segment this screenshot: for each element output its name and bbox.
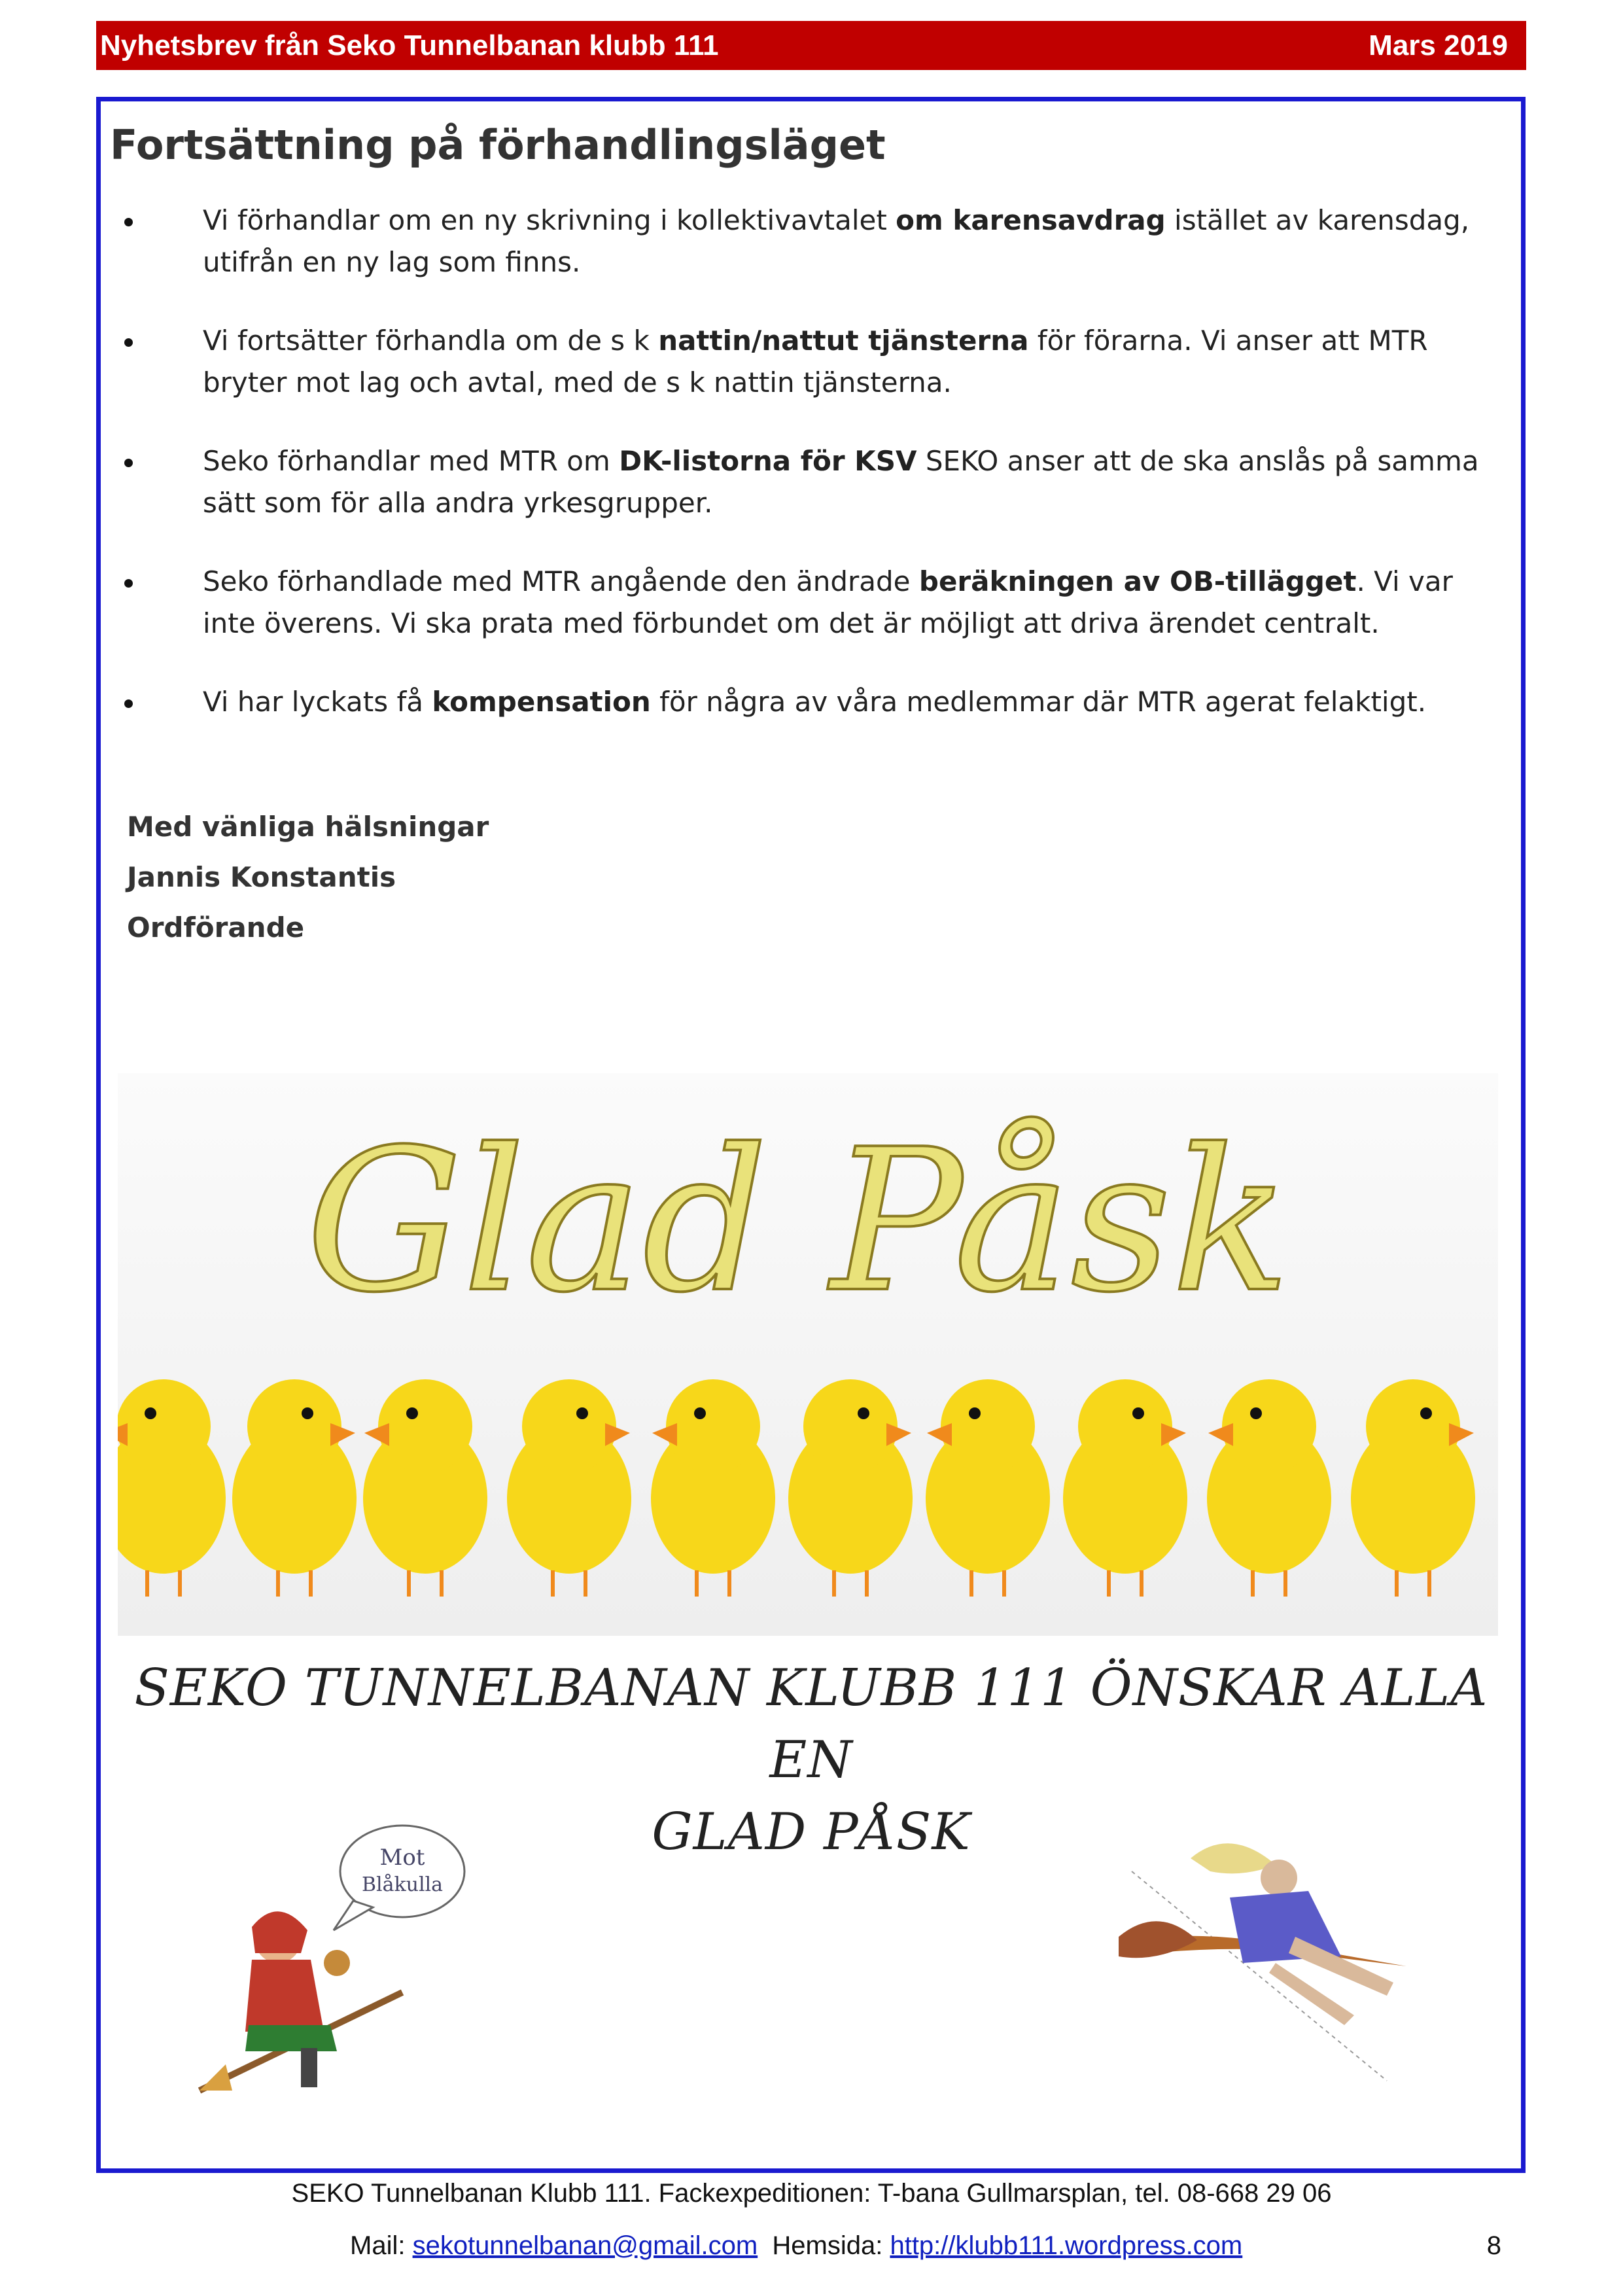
signoff-name: Jannis Konstantis — [127, 861, 396, 893]
chick — [1207, 1379, 1331, 1597]
list-item: Seko förhandlade med MTR angående den ändrade beräkningen av OB-tillägget. Vi var inte överens. Vi ska prata med förbundet om det är möjligt att driva ärendet centralt. — [124, 561, 1498, 645]
greeting-line-2: GLAD PÅSK — [652, 1803, 971, 1862]
mail-link[interactable]: sekotunnelbanan@gmail.com — [412, 2231, 758, 2260]
page-number: 8 — [1486, 2231, 1501, 2260]
chick — [651, 1379, 775, 1597]
article-title: Fortsättning på förhandlingsläget — [110, 121, 886, 169]
chick — [926, 1379, 1050, 1597]
glad-pask-script: Glad Påsk — [305, 1107, 1291, 1335]
footer-address: SEKO Tunnelbanan Klubb 111. Fackexpeditionen: T-bana Gullmarsplan, tel. 08-668 29 06 — [291, 2179, 1332, 2208]
signature-block — [127, 802, 489, 953]
website-link[interactable]: http://klubb111.wordpress.com — [890, 2231, 1243, 2260]
chick — [1063, 1379, 1187, 1597]
mail-label: Mail: — [350, 2231, 413, 2260]
list-item: Vi har lyckats få kompensation för några av våra medlemmar där MTR agerat felaktigt. — [124, 681, 1498, 723]
chick — [507, 1379, 631, 1597]
list-item: Vi fortsätter förhandla om de s k nattin/nattut tjänsterna för förarna. Vi anser att MTR bryter mot lag och avtal, med de s k nattin tjänsterna. — [124, 320, 1498, 404]
signoff-role: Ordförande — [127, 911, 305, 944]
header-date: Mars 2019 — [1369, 29, 1508, 62]
list-item: Vi förhandlar om en ny skrivning i kollektivavtalet om karensavdrag istället av karensdag, utifrån en ny lag som finns. — [124, 200, 1498, 283]
web-label: Hemsida: — [772, 2231, 890, 2260]
greeting-line-1: SEKO TUNNELBANAN KLUBB 111 ÖNSKAR ALLA EN — [134, 1659, 1488, 1790]
footer-contact — [350, 2231, 1527, 2261]
chick — [118, 1379, 226, 1597]
chick — [363, 1379, 487, 1597]
bubble-text-1: Mot — [379, 1845, 425, 1871]
bullet-dot — [124, 218, 133, 226]
chick — [1351, 1379, 1475, 1597]
bullet-list — [124, 200, 1498, 760]
witch-left-illustration — [186, 1816, 481, 2110]
bullet-dot — [124, 459, 133, 467]
bullet-dot — [124, 579, 133, 588]
newsletter-header — [96, 21, 1526, 70]
witch-right-illustration — [1079, 1832, 1426, 2094]
chick — [788, 1379, 913, 1597]
chick-row — [118, 1379, 1475, 1597]
bullet-dot — [124, 699, 133, 708]
list-item: Seko förhandlar med MTR om DK-listorna för KSV SEKO anser att de ska anslås på samma sätt som för alla andra yrkesgrupper. — [124, 440, 1498, 524]
signoff-greeting: Med vänliga hälsningar — [127, 811, 489, 843]
chick — [232, 1379, 357, 1597]
header-title: Nyhetsbrev från Seko Tunnelbanan klubb 111 — [100, 29, 719, 62]
easter-chicks-image — [118, 1073, 1498, 1636]
bubble-text-2: Blåkulla — [361, 1873, 444, 1896]
bullet-dot — [124, 338, 133, 347]
